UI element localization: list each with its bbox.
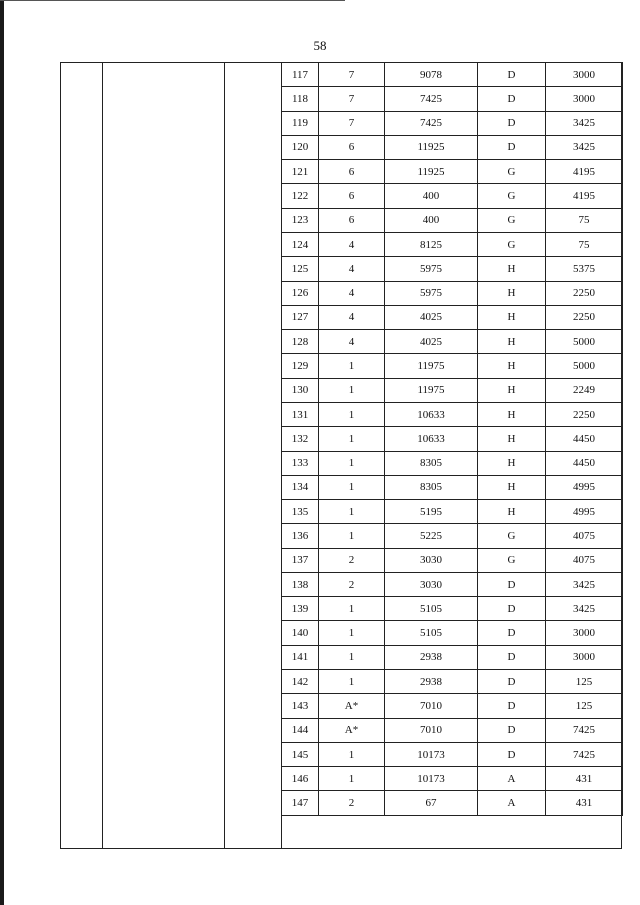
table-row [282,621,623,645]
data-table [281,62,623,816]
length-cell: 11975 [385,354,478,378]
row-number-cell: 143 [282,694,319,718]
table-row [282,524,623,548]
table-row [282,645,623,669]
table-body [282,63,623,816]
count-cell: 1 [319,645,385,669]
code-cell: D [478,111,546,135]
row-number-cell: 133 [282,451,319,475]
value-cell: 3425 [546,135,623,159]
table-row [282,475,623,499]
row-number-cell: 130 [282,378,319,402]
table-row [282,597,623,621]
table-row [282,548,623,572]
table-row [282,572,623,596]
code-cell: D [478,63,546,87]
table-row [282,208,623,232]
row-number-cell: 119 [282,111,319,135]
length-cell: 10173 [385,767,478,791]
count-cell: 6 [319,160,385,184]
table-row [282,378,623,402]
value-cell: 2250 [546,281,623,305]
count-cell: 7 [319,63,385,87]
length-cell: 11925 [385,160,478,184]
count-cell: 1 [319,378,385,402]
code-cell: G [478,548,546,572]
code-cell: H [478,475,546,499]
code-cell: G [478,160,546,184]
row-number-cell: 135 [282,500,319,524]
value-cell: 431 [546,767,623,791]
code-cell: H [478,330,546,354]
value-cell: 3000 [546,645,623,669]
table-row [282,402,623,426]
code-cell: G [478,524,546,548]
code-cell: G [478,184,546,208]
row-number-cell: 144 [282,718,319,742]
count-cell: 7 [319,111,385,135]
table-row [282,257,623,281]
length-cell: 3030 [385,548,478,572]
code-cell: H [478,500,546,524]
row-number-cell: 121 [282,160,319,184]
code-cell: D [478,572,546,596]
length-cell: 10633 [385,402,478,426]
count-cell: A* [319,694,385,718]
value-cell: 3425 [546,597,623,621]
table-row [282,354,623,378]
length-cell: 7010 [385,718,478,742]
value-cell: 3000 [546,87,623,111]
count-cell: 1 [319,524,385,548]
table-row [282,670,623,694]
table-row [282,718,623,742]
count-cell: 1 [319,475,385,499]
count-cell: 1 [319,621,385,645]
row-number-cell: 146 [282,767,319,791]
length-cell: 5105 [385,597,478,621]
count-cell: 1 [319,767,385,791]
table-row [282,427,623,451]
length-cell: 67 [385,791,478,815]
code-cell: D [478,670,546,694]
length-cell: 5975 [385,281,478,305]
length-cell: 10173 [385,742,478,766]
count-cell: 6 [319,184,385,208]
row-number-cell: 128 [282,330,319,354]
count-cell: 1 [319,354,385,378]
value-cell: 3425 [546,572,623,596]
count-cell: A* [319,718,385,742]
count-cell: 2 [319,572,385,596]
length-cell: 7010 [385,694,478,718]
value-cell: 2250 [546,305,623,329]
row-number-cell: 147 [282,791,319,815]
length-cell: 10633 [385,427,478,451]
code-cell: H [478,257,546,281]
code-cell: D [478,718,546,742]
table-row [282,87,623,111]
table-row [282,135,623,159]
row-number-cell: 129 [282,354,319,378]
value-cell: 4995 [546,500,623,524]
table-row [282,160,623,184]
row-number-cell: 127 [282,305,319,329]
code-cell: D [478,621,546,645]
code-cell: G [478,232,546,256]
table-row [282,232,623,256]
value-cell: 2249 [546,378,623,402]
count-cell: 7 [319,87,385,111]
count-cell: 1 [319,742,385,766]
table-row [282,694,623,718]
code-cell: D [478,135,546,159]
code-cell: D [478,645,546,669]
row-number-cell: 137 [282,548,319,572]
length-cell: 8305 [385,451,478,475]
length-cell: 5975 [385,257,478,281]
row-number-cell: 141 [282,645,319,669]
row-number-cell: 145 [282,742,319,766]
code-cell: H [478,402,546,426]
code-cell: D [478,597,546,621]
length-cell: 4025 [385,330,478,354]
value-cell: 125 [546,694,623,718]
count-cell: 1 [319,597,385,621]
value-cell: 5000 [546,330,623,354]
code-cell: D [478,87,546,111]
row-number-cell: 134 [282,475,319,499]
empty-column-divider-1 [102,62,103,849]
length-cell: 400 [385,208,478,232]
value-cell: 125 [546,670,623,694]
table-row [282,111,623,135]
row-number-cell: 123 [282,208,319,232]
count-cell: 1 [319,427,385,451]
value-cell: 5375 [546,257,623,281]
code-cell: A [478,767,546,791]
row-number-cell: 140 [282,621,319,645]
length-cell: 11975 [385,378,478,402]
value-cell: 3000 [546,63,623,87]
value-cell: 7425 [546,718,623,742]
count-cell: 4 [319,232,385,256]
value-cell: 3000 [546,621,623,645]
code-cell: H [478,427,546,451]
table-row [282,184,623,208]
table-row [282,767,623,791]
count-cell: 4 [319,305,385,329]
code-cell: H [478,281,546,305]
row-number-cell: 120 [282,135,319,159]
scan-edge-left [0,0,4,905]
value-cell: 7425 [546,742,623,766]
row-number-cell: 131 [282,402,319,426]
value-cell: 4195 [546,160,623,184]
code-cell: A [478,791,546,815]
count-cell: 1 [319,500,385,524]
value-cell: 4450 [546,427,623,451]
value-cell: 4450 [546,451,623,475]
length-cell: 7425 [385,111,478,135]
value-cell: 5000 [546,354,623,378]
code-cell: H [478,305,546,329]
count-cell: 4 [319,257,385,281]
length-cell: 7425 [385,87,478,111]
value-cell: 4075 [546,524,623,548]
length-cell: 5225 [385,524,478,548]
value-cell: 4075 [546,548,623,572]
code-cell: H [478,378,546,402]
length-cell: 400 [385,184,478,208]
table-row [282,791,623,815]
length-cell: 8125 [385,232,478,256]
count-cell: 6 [319,135,385,159]
count-cell: 4 [319,281,385,305]
table-row [282,63,623,87]
table-row [282,330,623,354]
code-cell: H [478,451,546,475]
row-number-cell: 122 [282,184,319,208]
row-number-cell: 124 [282,232,319,256]
value-cell: 4195 [546,184,623,208]
code-cell: G [478,208,546,232]
value-cell: 3425 [546,111,623,135]
count-cell: 2 [319,791,385,815]
length-cell: 3030 [385,572,478,596]
row-number-cell: 126 [282,281,319,305]
table-row [282,281,623,305]
row-number-cell: 139 [282,597,319,621]
count-cell: 1 [319,670,385,694]
table-row [282,742,623,766]
length-cell: 9078 [385,63,478,87]
code-cell: H [478,354,546,378]
value-cell: 431 [546,791,623,815]
value-cell: 4995 [546,475,623,499]
row-number-cell: 117 [282,63,319,87]
value-cell: 75 [546,208,623,232]
row-number-cell: 138 [282,572,319,596]
count-cell: 4 [319,330,385,354]
length-cell: 5105 [385,621,478,645]
count-cell: 1 [319,451,385,475]
empty-column-divider-2 [224,62,225,849]
table-row [282,305,623,329]
count-cell: 1 [319,402,385,426]
length-cell: 2938 [385,645,478,669]
code-cell: D [478,694,546,718]
value-cell: 75 [546,232,623,256]
count-cell: 2 [319,548,385,572]
length-cell: 2938 [385,670,478,694]
table-row [282,451,623,475]
row-number-cell: 142 [282,670,319,694]
length-cell: 4025 [385,305,478,329]
count-cell: 6 [319,208,385,232]
length-cell: 11925 [385,135,478,159]
code-cell: D [478,742,546,766]
row-number-cell: 136 [282,524,319,548]
row-number-cell: 118 [282,87,319,111]
row-number-cell: 125 [282,257,319,281]
length-cell: 8305 [385,475,478,499]
page-number: 58 [313,38,327,53]
value-cell: 2250 [546,402,623,426]
table-row [282,500,623,524]
row-number-cell: 132 [282,427,319,451]
length-cell: 5195 [385,500,478,524]
scan-edge-top [0,0,345,1]
